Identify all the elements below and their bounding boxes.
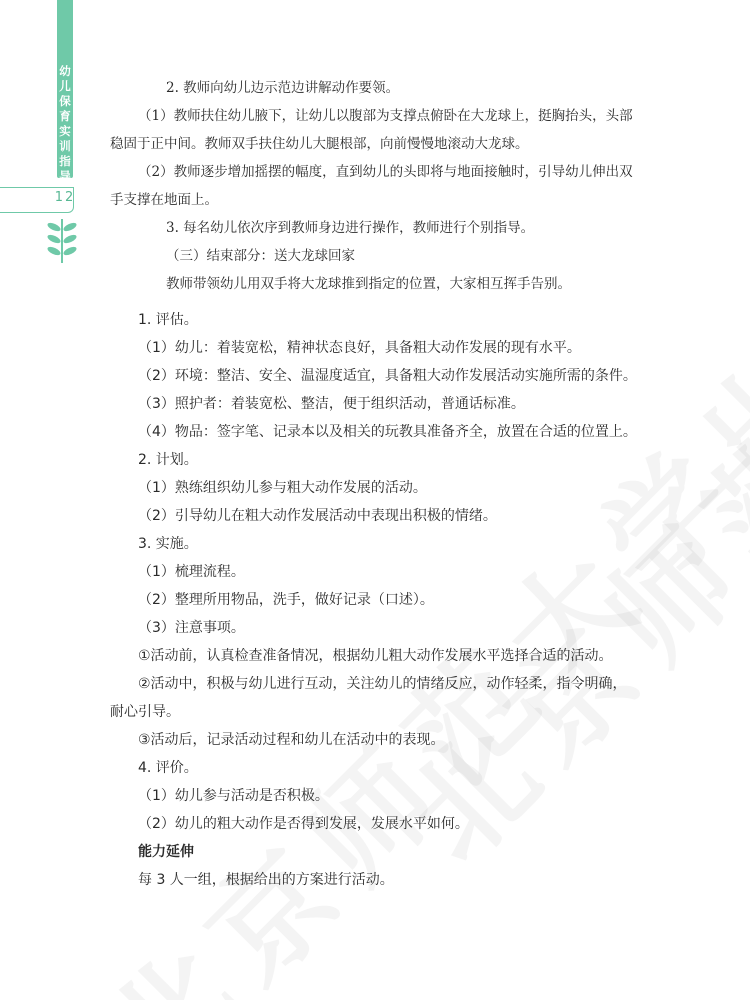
list-heading: 4. 评价。 <box>138 760 198 776</box>
list-item: ①活动前，认真检查准备情况，根据幼儿粗大动作发展水平选择合适的活动。 <box>138 648 613 664</box>
list-item: （1）梳理流程。 <box>138 564 245 580</box>
list-item: （4）物品：签字笔、记录本以及相关的玩教具准备齐全，放置在合适的位置上。 <box>138 424 637 440</box>
list-item: ③活动后，记录活动过程和幼儿在活动中的表现。 <box>138 732 445 748</box>
step-heading: 3. 每名幼儿依次序到教师身边进行操作，教师进行个别指导。 <box>166 220 535 236</box>
step-paragraph: （1）教师扶住幼儿腋下，让幼儿以腹部为支撑点俯卧在大龙球上，挺胸抬头，头部稳固于正中间。教师双手扶住幼儿大腿根部，向前慢慢地滚动大龙球。 <box>110 108 633 152</box>
list-item: （2）整理所用物品，洗手，做好记录（口述）。 <box>138 592 434 608</box>
book-title: 幼儿保育实训指导 <box>59 64 71 183</box>
step-heading: 2. 教师向幼儿边示范边讲解动作要领。 <box>166 80 400 96</box>
list-item: （2）幼儿的粗大动作是否得到发展，发展水平如何。 <box>138 816 469 832</box>
list-item: （3）注意事项。 <box>138 620 245 636</box>
list-item: （1）幼儿：着装宽松，精神状态良好，具备粗大动作发展的现有水平。 <box>138 340 581 356</box>
section-heading: （三）结束部分：送大龙球回家 <box>166 248 355 264</box>
page-content <box>110 74 640 894</box>
step-paragraph: 教师带领幼儿用双手将大龙球推到指定的位置，大家相互挥手告别。 <box>166 276 571 292</box>
list-item: ②活动中，积极与幼儿进行互动，关注幼儿的情绪反应，动作轻柔，指令明确，耐心引导。 <box>110 676 627 720</box>
list-item: （3）照护者：着装宽松、整洁，便于组织活动，普通话标准。 <box>138 396 525 412</box>
page-number: 12 <box>54 190 76 205</box>
list-item: （1）熟练组织幼儿参与粗大动作发展的活动。 <box>138 480 427 496</box>
sidebar <box>0 0 76 190</box>
list-heading: 2. 计划。 <box>138 452 198 468</box>
list-item: （2）引导幼儿在粗大动作发展活动中表现出积极的情绪。 <box>138 508 497 524</box>
list-heading: 1. 评估。 <box>138 312 198 328</box>
body-paragraph: 每 3 人一组，根据给出的方案进行活动。 <box>138 872 394 888</box>
leaf-sprig-icon <box>44 215 80 265</box>
list-heading: 3. 实施。 <box>138 536 198 552</box>
list-item: （2）环境：整洁、安全、温湿度适宜，具备粗大动作发展活动实施所需的条件。 <box>138 368 637 384</box>
section-title: 能力延伸 <box>138 844 194 860</box>
list-item: （1）幼儿参与活动是否积极。 <box>138 788 329 804</box>
step-paragraph: （2）教师逐步增加摇摆的幅度，直到幼儿的头即将与地面接触时，引导幼儿伸出双手支撑在地面上。 <box>110 164 633 208</box>
